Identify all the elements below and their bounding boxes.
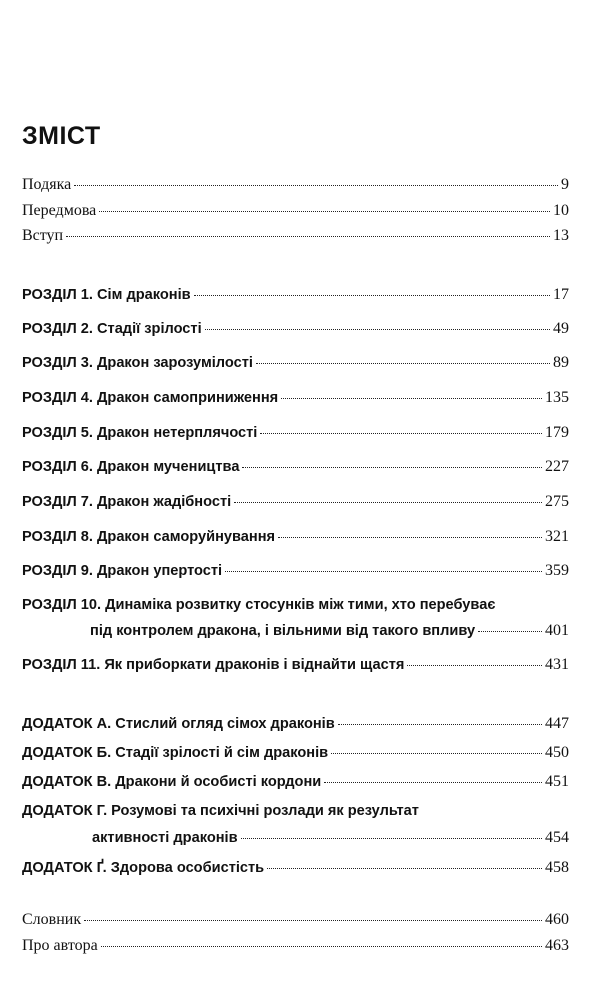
toc-entry-page: 10 (553, 202, 569, 219)
toc-entry-chapter-1[interactable] (22, 286, 569, 304)
toc-entry-chapter-3[interactable] (22, 354, 569, 372)
toc-entry-acknowledgements[interactable] (22, 176, 569, 194)
dot-leader (84, 920, 542, 921)
toc-entry-label: РОЗДІЛ 6. Дракон мучеництва (22, 459, 240, 475)
dot-leader (234, 502, 542, 503)
toc-entry-label: під контролем дракона, і вільними від такого впливу (90, 623, 476, 639)
toc-entry-appendix-a[interactable] (22, 715, 569, 733)
dot-leader (242, 467, 542, 468)
dot-leader (194, 295, 550, 296)
toc-entry-chapter-4[interactable] (22, 389, 569, 407)
toc-entry-page: 431 (545, 656, 569, 673)
toc-entry-label: активності драконів (92, 830, 238, 846)
toc-entry-about-author[interactable] (22, 937, 569, 955)
dot-leader (241, 838, 542, 839)
dot-leader (267, 868, 542, 869)
toc-entry-page: 359 (545, 562, 569, 579)
toc-entry-page: 463 (545, 937, 569, 954)
toc-entry-chapter-10-line1[interactable]: РОЗДІЛ 10. Динаміка розвитку стосунків між тими, хто перебуває (22, 597, 496, 613)
toc-entry-glossary[interactable] (22, 911, 569, 929)
toc-entry-page: 227 (545, 458, 569, 475)
toc-entry-label: Словник (22, 911, 82, 928)
toc-entry-label: ДОДАТОК В. Дракони й особисті кордони (22, 774, 322, 790)
dot-leader (99, 211, 550, 212)
toc-entry-label: РОЗДІЛ 2. Стадії зрілості (22, 321, 202, 337)
toc-entry-label: РОЗДІЛ 4. Дракон самоприниження (22, 390, 279, 406)
dot-leader (338, 724, 542, 725)
toc-entry-chapter-8[interactable] (22, 528, 569, 546)
dot-leader (278, 537, 542, 538)
toc-entry-chapter-11[interactable] (22, 656, 569, 674)
toc-entry-page: 321 (545, 528, 569, 545)
toc-entry-label: РОЗДІЛ 8. Дракон саморуйнування (22, 529, 276, 545)
toc-entry-appendix-v[interactable] (22, 773, 569, 791)
dot-leader (256, 363, 550, 364)
toc-entry-label: РОЗДІЛ 5. Дракон нетерплячості (22, 425, 258, 441)
toc-entry-label: Передмова (22, 202, 97, 219)
toc-entry-label: Про автора (22, 937, 98, 954)
toc-entry-label: ДОДАТОК Ґ. Здорова особистість (22, 860, 265, 876)
toc-entry-chapter-5[interactable] (22, 424, 569, 442)
dot-leader (66, 236, 550, 237)
dot-leader (74, 185, 558, 186)
dot-leader (478, 631, 542, 632)
toc-entry-page: 9 (561, 176, 569, 193)
toc-entry-page: 135 (545, 389, 569, 406)
dot-leader (324, 782, 542, 783)
toc-entry-page: 13 (553, 227, 569, 244)
toc-entry-appendix-ghe[interactable] (22, 859, 569, 877)
toc-entry-label: ДОДАТОК Б. Стадії зрілості й сім драконів (22, 745, 329, 761)
toc-entry-label: РОЗДІЛ 9. Дракон упертості (22, 563, 223, 579)
toc-entry-page: 89 (553, 354, 569, 371)
toc-entry-appendix-g[interactable] (92, 829, 569, 847)
toc-entry-page: 401 (545, 622, 569, 639)
toc-entry-label: РОЗДІЛ 7. Дракон жадібності (22, 494, 232, 510)
toc-entry-chapter-10[interactable] (90, 622, 569, 640)
toc-entry-label: Подяка (22, 176, 72, 193)
dot-leader (331, 753, 542, 754)
toc-entry-chapter-6[interactable] (22, 458, 569, 476)
toc-entry-page: 179 (545, 424, 569, 441)
toc-entry-chapter-7[interactable] (22, 493, 569, 511)
toc-entry-chapter-9[interactable] (22, 562, 569, 580)
toc-entry-chapter-2[interactable] (22, 320, 569, 338)
dot-leader (205, 329, 550, 330)
dot-leader (407, 665, 542, 666)
toc-entry-page: 275 (545, 493, 569, 510)
toc-entry-page: 460 (545, 911, 569, 928)
toc-entry-appendix-b[interactable] (22, 744, 569, 762)
toc-entry-page: 447 (545, 715, 569, 732)
toc-entry-label: РОЗДІЛ 3. Дракон зарозумілості (22, 355, 253, 371)
page-title: ЗМІСТ (22, 122, 101, 150)
toc-entry-label: РОЗДІЛ 11. Як приборкати драконів і віднайти щастя (22, 657, 405, 673)
dot-leader (281, 398, 542, 399)
toc-entry-page: 451 (545, 773, 569, 790)
dot-leader (260, 433, 542, 434)
dot-leader (225, 571, 542, 572)
dot-leader (101, 946, 542, 947)
toc-entry-label: РОЗДІЛ 1. Сім драконів (22, 287, 191, 303)
toc-entry-page: 17 (553, 286, 569, 303)
toc-entry-page: 454 (545, 829, 569, 846)
toc-entry-page: 450 (545, 744, 569, 761)
toc-entry-page: 458 (545, 859, 569, 876)
toc-entry-label: ДОДАТОК А. Стислий огляд сімох драконів (22, 716, 335, 732)
toc-entry-page: 49 (553, 320, 569, 337)
toc-entry-label: Вступ (22, 227, 64, 244)
toc-entry-introduction[interactable] (22, 227, 569, 245)
toc-entry-preface[interactable] (22, 202, 569, 220)
toc-entry-appendix-g-line1[interactable]: ДОДАТОК Г. Розумові та психічні розлади як результат (22, 803, 419, 819)
